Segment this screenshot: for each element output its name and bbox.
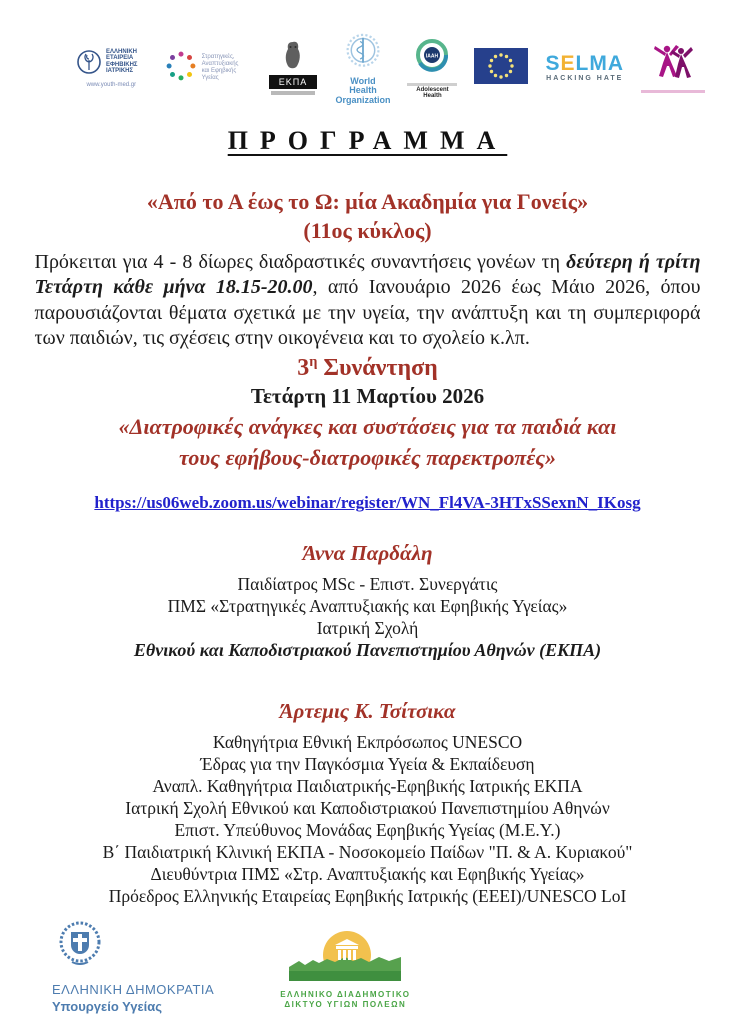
youth-med-tree-icon <box>76 49 103 81</box>
speaker-credential: Διευθύντρια ΠΜΣ «Στρ. Αναπτυξιακής και Εφηβικής Υγείας» <box>150 864 585 885</box>
dancing-figures-logo <box>641 43 705 93</box>
intro-schedule-emphasis: δεύτερη ή τρίτη Τετάρτη κάθε μήνα 18.15-20.00 <box>34 251 701 299</box>
eu-flag-icon <box>474 48 528 89</box>
speaker-credential: Ιατρική Σχολή Εθνικού και Καποδιστριακού Πανεπιστημίου Αθηνών <box>125 798 610 819</box>
athena-owl-icon <box>284 41 302 74</box>
selma-e-bars-icon: E <box>560 52 576 75</box>
page-title: ΠΡΟΓΡΑΜΜΑ <box>227 126 508 155</box>
speaker-credential: Β΄ Παιδιατρική Κλινική ΕΚΠΑ - Νοσοκομείο Παίδων "Π. & Α. Κυριακού" <box>102 842 633 863</box>
speaker-artemis-tsitsika <box>0 699 735 907</box>
who-logo <box>335 31 390 106</box>
program-heading-line: «Από το Α έως το Ω: μία Ακαδημία για Γονείς» <box>146 189 589 214</box>
iaah-logo <box>407 38 457 99</box>
zoom-registration-link[interactable]: https://us06web.zoom.us/webinar/register/WN_Fl4VA-3HTxSSexnN_IKosg <box>94 493 641 513</box>
speaker-credential: Παιδίατρος MSc - Επιστ. Συνεργάτις <box>237 574 498 595</box>
youth-med-logo <box>76 49 147 88</box>
speaker-name: Άννα Παρδάλη <box>302 541 433 566</box>
intro-text-2: , από Ιανουάριο 2026 έως Μάιο 2026, όπου παρουσιάζονται θέματα σχετικά με την υγεία, την ανάπτυξη και τη συμπεριφορά των παιδιών, τις σχέσεις στην οικογένεια και το σχολείο κ.λπ. <box>34 276 701 349</box>
speaker-credential: Ιατρική Σχολή <box>316 618 419 639</box>
ordinal-superscript: η <box>309 353 318 370</box>
speaker-credential: Αναπλ. Καθηγήτρια Παιδιατρικής-Εφηβικής Ιατρικής ΕΚΠΑ <box>152 776 583 797</box>
iaah-caption: Adolescent Health <box>416 86 449 99</box>
program-cycle: (11ος κύκλος) <box>303 217 432 243</box>
ministry-of-health-label: Υπουργείο Υγείας <box>52 999 163 1015</box>
meeting-topic: «Διατροφικές ανάγκες και συστάσεις για τα παιδιά και τους εφήβους-διατροφικές παρεκτροπές» <box>118 413 617 471</box>
speaker-credential: Πρόεδρος Ελληνικής Εταιρείας Εφηβικής Ιατρικής (ΕΕΕΙ)/UNESCO LoI <box>108 886 627 907</box>
hellenic-republic-label: ΕΛΛΗΝΙΚΗ ΔΗΜΟΚΡΑΤΙΑ <box>52 982 215 998</box>
svg-text:IAAH: IAAH <box>426 53 439 59</box>
selma-logo <box>545 54 624 82</box>
iaah-crescent-icon <box>413 38 451 81</box>
pms-program-logo <box>164 49 251 88</box>
pms-circle-icon <box>164 49 198 88</box>
partner-logos <box>76 34 705 105</box>
speaker-anna-pardali <box>0 541 735 661</box>
ekpa-logo <box>268 41 319 95</box>
healthy-cities-network-label: ΕΛΛΗΝΙΚΟ ΔΙΑΔΗΜΟΤΙΚΟ ΔΙΚΤΥΟ ΥΓΙΩΝ ΠΟΛΕΩΝ <box>280 990 411 1009</box>
iaah-caption-strip <box>407 83 457 86</box>
speaker-credential: Καθηγήτρια Εθνική Εκπρόσωπος UNESCO <box>212 732 523 753</box>
hellenic-republic-logo <box>52 917 214 1014</box>
greek-coat-of-arms-icon <box>52 917 214 978</box>
speaker-name: Άρτεμις Κ. Τσίτσικα <box>279 699 456 724</box>
who-emblem-icon <box>341 31 385 76</box>
youth-med-name: ΕΛΛΗΝΙΚΗ ΕΤΑΙΡΕΙΑ ΕΦΗΒΙΚΗΣ ΙΑΤΡΙΚΗΣ <box>106 48 138 74</box>
speaker-credential: Έδρας για την Παγκόσμια Υγεία & Εκπαίδευση <box>200 754 535 775</box>
who-name: World Health Organization <box>335 75 391 105</box>
figures-caption-strip <box>641 90 705 93</box>
healthy-cities-network-logo <box>280 927 410 1009</box>
speaker-credential: ΠΜΣ «Στρατηγικές Αναπτυξιακής και Εφηβικής Υγείας» <box>167 596 568 617</box>
ekpa-label: ΕΚΠΑ <box>269 75 318 89</box>
speaker-credential: Εθνικού και Καποδιστριακού Πανεπιστημίου Αθηνών (ΕΚΠΑ) <box>133 640 602 661</box>
registration-link-row <box>0 493 735 513</box>
meeting-title: $3^\eta$ Συνάντηση <box>297 353 438 381</box>
dancing-figures-icon <box>645 43 701 88</box>
youth-med-url: www.youth-med.gr <box>86 81 137 88</box>
footer-logos <box>0 917 735 1014</box>
intro-text-1: Πρόκειται για 4 - 8 δίωρες διαδραστικές συναντήσεις γονέων τη <box>34 251 567 274</box>
ekpa-caption-strip <box>271 91 315 95</box>
intro-paragraph <box>35 250 701 351</box>
pms-name: Στρατηγικές, Αναπτυξιακής και Εφηβικής Υγείας <box>201 54 239 81</box>
selma-tagline: HACKING HATE <box>546 75 624 82</box>
speaker-credential: Επιστ. Υπεύθυνος Μονάδας Εφηβικής Υγείας (Μ.Ε.Υ.) <box>174 820 561 841</box>
selma-wordmark: SELMA <box>545 52 624 75</box>
program-heading <box>0 188 735 245</box>
city-skyline-sun-icon <box>289 927 401 988</box>
meeting-date: Τετάρτη 11 Μαρτίου 2026 <box>250 383 485 408</box>
eu-flag-logo <box>474 48 528 89</box>
